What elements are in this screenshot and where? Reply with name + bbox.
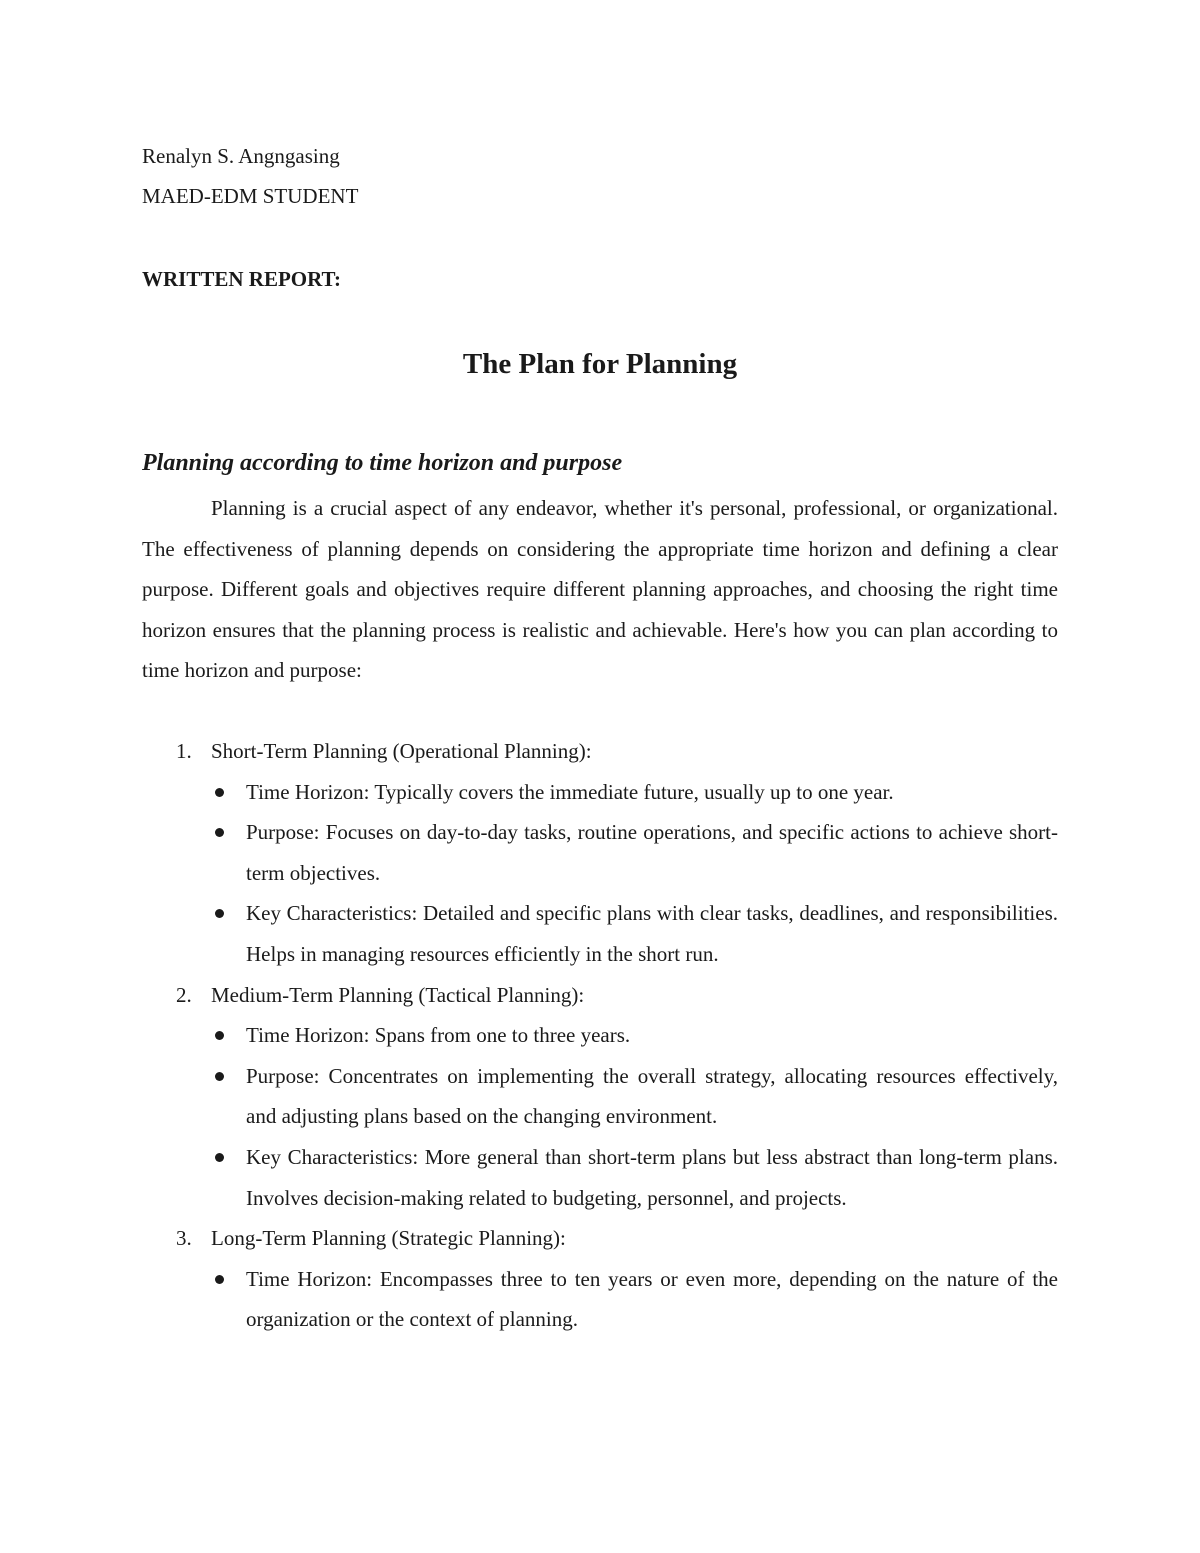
bullet-text: Key Characteristics: More general than short-term plans but less abstract than long-term plans. Involves decision-making related to budgeting, personnel, and projects. (246, 1144, 1058, 1210)
bullet-text: Time Horizon: Typically covers the immediate future, usually up to one year. (246, 779, 894, 804)
outline-item-long-term (142, 1218, 1058, 1340)
report-label: WRITTEN REPORT: (142, 267, 341, 291)
bullet-list (211, 1259, 1058, 1340)
bullet-icon (215, 1153, 224, 1162)
outline-number: 3. (176, 1226, 192, 1251)
outline-number: 1. (176, 739, 192, 763)
bullet-item (211, 1259, 1058, 1340)
bullet-item (211, 1056, 1058, 1137)
bullet-item (211, 772, 1058, 813)
bullet-text: Purpose: Focuses on day-to-day tasks, routine operations, and specific actions to achieve short-term objectives. (246, 820, 1058, 885)
document-title: The Plan for Planning (462, 348, 738, 380)
bullet-icon (215, 1072, 224, 1081)
planning-outline (142, 731, 1058, 1340)
bullet-item (211, 893, 1058, 974)
bullet-icon (215, 909, 224, 918)
bullet-item (211, 1137, 1058, 1218)
outline-item-medium-term (142, 975, 1058, 1219)
section-heading: Planning according to time horizon and purpose (142, 450, 623, 476)
outline-item-short-term (142, 731, 1058, 975)
outline-item-title: Short-Term Planning (Operational Planning): (211, 739, 592, 763)
bullet-item (211, 812, 1058, 893)
bullet-list (211, 772, 1058, 975)
bullet-icon (215, 1275, 224, 1284)
outline-number: 2. (176, 982, 192, 1007)
bullet-item (211, 1015, 1058, 1056)
intro-paragraph: Planning is a crucial aspect of any endeavor, whether it's personal, professional, or organizational. The effectiveness of planning depends on considering the appropriate time horizon and defining a clear purpose. Different goals and objectives require different planning approaches, and choosing the right time horizon ensures that the planning process is realistic and achievable. Here's how you can plan according to time horizon and purpose: (142, 496, 1058, 683)
bullet-icon (215, 828, 224, 837)
bullet-icon (215, 1031, 224, 1040)
bullet-icon (215, 788, 224, 797)
author-role: MAED-EDM STUDENT (142, 184, 359, 208)
bullet-text: Key Characteristics: Detailed and specific plans with clear tasks, deadlines, and responsibilities. Helps in managing resources efficiently in the short run. (246, 901, 1058, 966)
bullet-text: Time Horizon: Spans from one to three years. (246, 1023, 631, 1048)
bullet-list (211, 1015, 1058, 1218)
bullet-text: Time Horizon: Encompasses three to ten years or even more, depending on the nature of the organization or the context of planning. (246, 1266, 1058, 1332)
outline-item-title: Long-Term Planning (Strategic Planning): (211, 1226, 566, 1251)
author-name: Renalyn S. Angngasing (142, 144, 340, 168)
outline-item-title: Medium-Term Planning (Tactical Planning): (211, 982, 585, 1007)
bullet-text: Purpose: Concentrates on implementing the overall strategy, allocating resources effectively, and adjusting plans based on the changing environment. (246, 1063, 1058, 1129)
